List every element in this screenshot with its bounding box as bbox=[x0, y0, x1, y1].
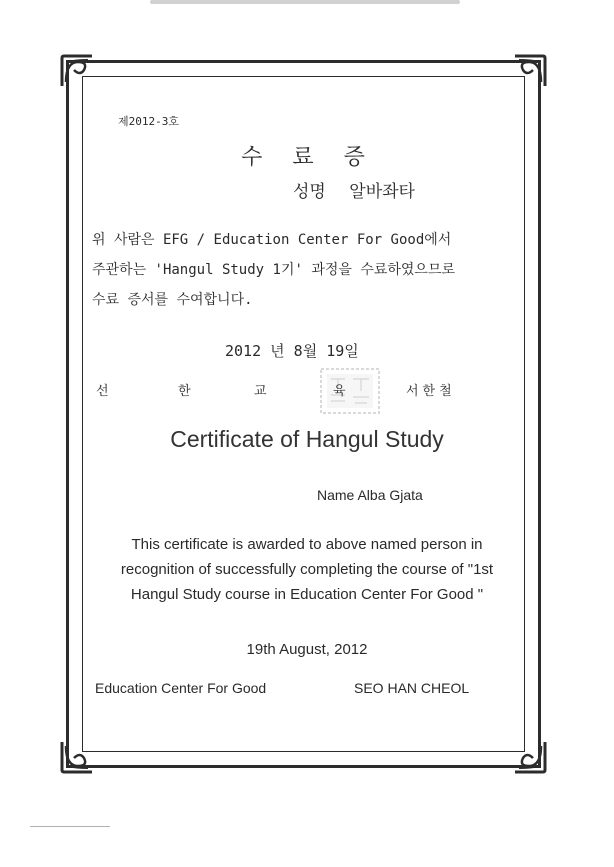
english-title: Certificate of Hangul Study bbox=[170, 426, 444, 452]
english-organization: Education Center For Good bbox=[95, 680, 267, 696]
document-number: 제2012-3호 bbox=[118, 115, 179, 128]
english-name: Name Alba Gjata bbox=[317, 487, 423, 503]
english-body-line: Hangul Study course in Education Center For Good " bbox=[130, 586, 484, 603]
scan-artifact bbox=[30, 826, 110, 827]
korean-date: 2012 년 8월 19일 bbox=[225, 342, 359, 360]
korean-issuer-char: 선 bbox=[96, 384, 109, 399]
korean-issuer-char: 육 bbox=[333, 384, 346, 399]
english-date: 19th August, 2012 bbox=[246, 641, 368, 658]
english-body-line: This certificate is awarded to above named person in bbox=[131, 536, 483, 553]
korean-name: 알바좌타 bbox=[349, 182, 415, 202]
scan-artifact bbox=[150, 0, 460, 4]
ornamental-corner-icon bbox=[58, 738, 96, 776]
korean-signer: 서한철 bbox=[406, 384, 456, 399]
ornamental-corner-icon bbox=[511, 52, 549, 90]
korean-issuer-char: 한 bbox=[178, 384, 191, 399]
official-seal-icon bbox=[315, 365, 385, 417]
korean-issuer-char: 교 bbox=[254, 384, 267, 399]
korean-name-label: 성명 bbox=[293, 182, 326, 202]
korean-body-line: 위 사람은 EFG / Education Center For Good에서 bbox=[92, 232, 452, 248]
korean-body-line: 주관하는 'Hangul Study 1기' 과정을 수료하였으므로 bbox=[92, 262, 456, 278]
ornamental-corner-icon bbox=[58, 52, 96, 90]
english-body-line: recognition of successfully completing the course of "1st bbox=[120, 561, 494, 578]
korean-body-line: 수료 증서를 수여합니다. bbox=[92, 292, 253, 308]
english-signer: SEO HAN CHEOL bbox=[354, 680, 470, 696]
korean-name-line bbox=[293, 177, 415, 202]
korean-title: 수료증 bbox=[241, 145, 395, 170]
ornamental-corner-icon bbox=[511, 738, 549, 776]
